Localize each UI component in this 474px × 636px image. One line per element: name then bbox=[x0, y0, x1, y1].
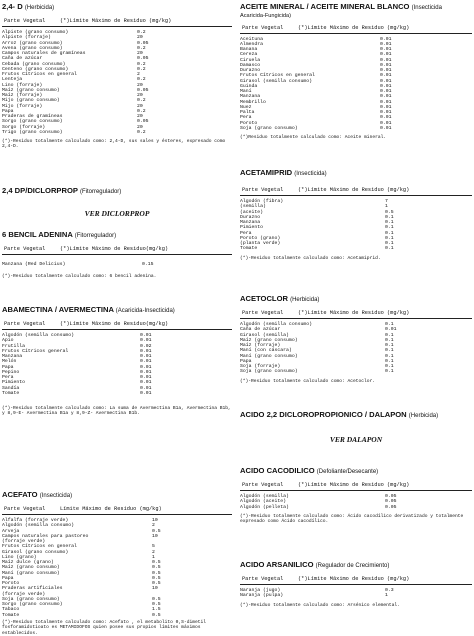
see-reference: VER DALAPON bbox=[329, 435, 383, 444]
table-header: Parte Vegetal (*)Límite Máximo de Residuo (mg/kg) bbox=[242, 576, 410, 582]
crop-name: Pera bbox=[240, 115, 252, 121]
residue-limit-value: 0.01 bbox=[140, 338, 152, 344]
section-title: ACIDO 2,2 DICLOROPROPIONICO / DALAPON (Herbicida) bbox=[240, 410, 439, 419]
footnote: (*)-Residuo totalmente calculado como: La suma de Avermectina B1a, Avermectina B1b, y 8,9-E- Avermectina B1a y 8,9-Z- Avermectina B1b. bbox=[2, 406, 231, 417]
crop-name: Sorgo (grano consumo) bbox=[2, 119, 63, 125]
residue-limit-value: 0.02 bbox=[140, 343, 152, 349]
residue-limit-value: 0.1 bbox=[385, 364, 394, 369]
residue-limit-value: 0.1 bbox=[385, 246, 394, 252]
table-rule bbox=[2, 514, 232, 515]
crop-name: Cereza bbox=[240, 52, 258, 58]
crop-name: Maní (grano consumo) bbox=[2, 570, 60, 576]
crop-name: Caña de azúcar bbox=[2, 56, 43, 62]
crop-name: Sorgo (grano consumo) bbox=[2, 602, 63, 607]
residue-limit-value: 0.01 bbox=[140, 380, 152, 386]
table-rule bbox=[2, 26, 232, 27]
section-abamectina bbox=[2, 305, 232, 417]
crop-name: Naranja (jugo) bbox=[240, 588, 281, 593]
residue-limit-value: 0.01 bbox=[380, 62, 392, 68]
table-row bbox=[240, 246, 472, 251]
residue-limit-value: 0.5 bbox=[152, 602, 161, 607]
crop-name: Praderas de gramíneas bbox=[2, 114, 63, 119]
table-body bbox=[240, 199, 472, 252]
crop-name: Sandía bbox=[2, 385, 20, 391]
residue-limit-value: 0.01 bbox=[380, 94, 392, 100]
crop-name: Banana bbox=[240, 47, 258, 53]
crop-name: Maíz (grano consumo) bbox=[240, 337, 298, 343]
crop-name: Algodón (semilla consumo) bbox=[2, 523, 74, 529]
section-title: ABAMECTINA / AVERMECTINA (Acaricida-Insecticida) bbox=[2, 305, 175, 314]
residue-limit-value: 0.5 bbox=[152, 570, 161, 576]
residue-limit-value: 0.01 bbox=[380, 120, 392, 126]
residue-limit-value: 0.01 bbox=[140, 385, 152, 391]
crop-name: (aceite) bbox=[240, 209, 264, 215]
residue-limit-value: 0.01 bbox=[140, 333, 152, 338]
residue-limit-value: 0.05 bbox=[137, 40, 149, 46]
section-title: 2,4- D (Herbicida) bbox=[2, 2, 55, 11]
residue-limit-value: 0.05 bbox=[385, 499, 397, 505]
crop-name: Manzana bbox=[240, 220, 261, 225]
residue-limit-value: 0.01 bbox=[140, 364, 152, 370]
crop-name: Algodón (pelleta) bbox=[240, 504, 289, 510]
crop-name: Arveja bbox=[2, 528, 20, 534]
crop-name: Avena (grano consumo) bbox=[2, 45, 63, 51]
footnote: (*)-Residuo totalmente calculado como: Acetoclor. bbox=[240, 378, 376, 384]
residue-limit-value: 0.05 bbox=[385, 494, 397, 499]
crop-name: Algodón (aceite) bbox=[240, 499, 287, 505]
crop-name: Algodón (semilla) bbox=[240, 494, 289, 499]
crop-name: Mijo (forraje) bbox=[2, 103, 43, 109]
table-body bbox=[2, 262, 232, 267]
table-header: Parte Vegetal (*)Límite Máximo de Residuo (mg/kg) bbox=[242, 24, 410, 31]
residue-limit-value: 20 bbox=[137, 82, 143, 88]
crop-name: Papa bbox=[2, 575, 14, 581]
table-header: Parte Vegetal (*)Límite Máximo de Residuo (mg/kg) bbox=[242, 187, 410, 193]
crop-name: Arroz (grano consumo) bbox=[2, 40, 63, 46]
residue-limit-value: 0.01 bbox=[380, 110, 392, 116]
crop-name: Maní (grano consumo) bbox=[240, 353, 298, 359]
crop-name: Manzana bbox=[240, 94, 261, 100]
crop-name: Sorgo (forraje) bbox=[2, 124, 46, 130]
crop-name: Centeno (grano consumo) bbox=[2, 66, 69, 72]
crop-name: Algodón (semilla consumo) bbox=[2, 333, 74, 338]
crop-name: Alfalfa (forraje verde) bbox=[2, 518, 69, 523]
section-title: ACIDO ARSANILICO (Regulador de Crecimiento) bbox=[240, 560, 390, 569]
crop-name: Maíz (grano consumo) bbox=[2, 87, 60, 93]
crop-name: Manzana bbox=[2, 354, 23, 359]
residue-limit-value: 20 bbox=[137, 51, 143, 56]
crop-name: Damasco bbox=[240, 62, 261, 68]
crop-name: Maíz (grano consumo) bbox=[2, 565, 60, 571]
crop-name: Praderas artificiales bbox=[2, 586, 63, 592]
section-2-4-dp bbox=[2, 186, 232, 218]
crop-name: Papa bbox=[240, 358, 252, 364]
section-2-4-d bbox=[2, 2, 232, 150]
residue-limit-value: 0.01 bbox=[380, 41, 392, 47]
footnote: (*)Residuo totalmente calculado como: Aceite mineral. bbox=[240, 135, 387, 141]
crop-name: Campos naturales de gramíneas bbox=[2, 51, 86, 56]
crop-name: Maíz dulce (grano) bbox=[2, 560, 54, 565]
residue-limit-value: 0.5 bbox=[152, 575, 161, 581]
crop-name: Alpiste (forraje) bbox=[2, 35, 51, 41]
residue-limit-value: 0.1 bbox=[385, 230, 394, 236]
section-acido-cacodilico bbox=[240, 466, 472, 525]
residue-limit-value: 0.5 bbox=[385, 209, 394, 215]
residue-limit-value: 10 bbox=[152, 586, 158, 592]
residue-limit-value: 0.01 bbox=[380, 89, 392, 95]
table-rule bbox=[240, 490, 472, 491]
crop-name: Alpiste (grano consumo) bbox=[2, 30, 69, 35]
residue-limit-value: 20 bbox=[137, 35, 143, 41]
crop-name: Pera bbox=[2, 375, 14, 380]
footnote: (*)-Residuo totalmente calculado como: Acefato , el metabolito 0,S-dimetil fosforamidotioato es METAMIDOFOS quien posee sus propios límites máximos establecidos. bbox=[2, 619, 206, 636]
table-body bbox=[2, 30, 232, 135]
crop-name: Soja (grano consumo) bbox=[2, 596, 60, 602]
crop-name: Lenteja bbox=[2, 77, 23, 83]
residue-limit-value: 0.01 bbox=[380, 36, 392, 42]
crop-name: Pepino bbox=[2, 369, 20, 375]
crop-name: Cebada (grano consumo) bbox=[2, 61, 66, 67]
residue-limit-value: 0.01 bbox=[380, 99, 392, 105]
table-rule bbox=[240, 584, 472, 585]
see-reference: VER DICLORPROP bbox=[84, 209, 150, 218]
crop-name: Caña de azúcar bbox=[240, 327, 281, 333]
crop-name: Soja (forraje) bbox=[240, 364, 281, 369]
residue-limit-value: 0.05 bbox=[137, 119, 149, 125]
crop-name: Nuez bbox=[240, 104, 252, 110]
residue-limit-value: 0.1 bbox=[385, 358, 394, 364]
residue-limit-value: 0.1 bbox=[385, 332, 394, 338]
table-row bbox=[2, 262, 232, 267]
residue-limit-value: 0.1 bbox=[385, 369, 394, 375]
crop-name: Melón bbox=[2, 359, 17, 365]
table-row bbox=[240, 126, 472, 131]
residue-limit-value: 0.1 bbox=[385, 214, 394, 220]
section-title: ACETOCLOR (Herbicida) bbox=[240, 294, 320, 303]
residue-limit-value: 1 bbox=[385, 204, 388, 210]
residue-limit-value: 0.1 bbox=[385, 343, 394, 348]
residue-limit-value: 0.01 bbox=[380, 52, 392, 58]
section-acetamiprid bbox=[240, 168, 472, 261]
table-rule bbox=[240, 318, 472, 319]
table-header: Parte Vegetal (*)Límite Máximo de Residuo(mg/kg) bbox=[4, 321, 169, 327]
residue-limit-value: 0.1 bbox=[385, 225, 394, 231]
residue-limit-value: 0.2 bbox=[137, 98, 146, 104]
residue-limit-value: 0.5 bbox=[152, 528, 161, 534]
crop-name: Durazno bbox=[240, 68, 261, 74]
section-dalapon bbox=[240, 410, 472, 444]
residue-limit-value: 5 bbox=[152, 544, 155, 550]
crop-name: Campos naturales para pastoreo bbox=[2, 533, 89, 539]
residue-limit-value: 20 bbox=[137, 93, 143, 98]
section-6-bencil-adenina bbox=[2, 230, 232, 280]
table-header: Parte Vegetal (*)Límite Máximo de Residuo (mg/kg) bbox=[242, 310, 410, 316]
crop-name: (planta verde) bbox=[240, 241, 281, 246]
section-title: ACEITE MINERAL / ACEITE MINERAL BLANCO (Insecticida bbox=[240, 2, 442, 11]
table-body bbox=[240, 588, 472, 599]
crop-name: Algodón (fibra) bbox=[240, 199, 284, 204]
footnote: (*)-Residuo totalmente calculado como: Acetamiprid. bbox=[240, 255, 381, 261]
table-body bbox=[240, 322, 472, 375]
residue-limit-value: 20 bbox=[137, 103, 143, 109]
residue-limit-value: 0.01 bbox=[380, 47, 392, 53]
crop-name: Naranja (pulpa) bbox=[240, 593, 284, 599]
footnote: (*)-Residuo totalmente calculado como: Arsénico elemental. bbox=[240, 602, 400, 608]
residue-limit-value: 1 bbox=[385, 593, 388, 599]
residue-limit-value: 0.1 bbox=[385, 241, 394, 246]
crop-name: Palta bbox=[240, 110, 255, 116]
crop-name: Tabaco bbox=[2, 607, 20, 613]
crop-name: Girasol (semilla) bbox=[240, 332, 289, 338]
residue-limit-value: 0.5 bbox=[152, 560, 161, 565]
crop-name: Frutos Cítricos en general bbox=[2, 544, 77, 550]
footnote: (*)-Residuo totalmente calculado como: Ácido cacodílico derivatizado y totalmente expresado como Ácido cacodílico. bbox=[240, 513, 464, 525]
residue-limit-value: 0.5 bbox=[152, 565, 161, 571]
residue-limit-value: 0.01 bbox=[380, 68, 392, 74]
residue-limit-value: 2 bbox=[152, 523, 155, 529]
crop-name: Guinda bbox=[240, 83, 258, 89]
residue-limit-value: 0.01 bbox=[380, 115, 392, 121]
crop-name: Almendra bbox=[240, 41, 264, 47]
residue-limit-value: 0.01 bbox=[140, 354, 152, 359]
section-acetoclor bbox=[240, 294, 472, 384]
residue-limit-value: 0.01 bbox=[380, 78, 392, 84]
residue-limit-value: 0.1 bbox=[385, 353, 394, 359]
residue-limit-value: 0.01 bbox=[380, 125, 392, 131]
footnote: (*)-Residuo totalmente calculado como: 6 bencil adenina. bbox=[2, 274, 157, 280]
section-aceite-mineral bbox=[240, 2, 472, 141]
residue-limit-value: 0.1 bbox=[385, 322, 394, 327]
crop-name: Soja (grano consumo) bbox=[240, 369, 298, 375]
table-rule bbox=[2, 254, 232, 255]
residue-limit-value: 0.01 bbox=[140, 390, 152, 396]
residue-limit-value: 0.5 bbox=[152, 596, 161, 602]
table-row bbox=[2, 130, 232, 135]
residue-limit-value: 0.01 bbox=[380, 104, 392, 110]
table-row bbox=[240, 369, 472, 374]
residue-limit-value: 0.01 bbox=[140, 348, 152, 354]
residue-limit-value: 0.1 bbox=[385, 235, 394, 241]
residue-limit-value: 1.5 bbox=[152, 607, 161, 613]
table-row bbox=[2, 391, 232, 396]
residue-limit-value: 0.1 bbox=[385, 220, 394, 225]
residue-limit-value: 2 bbox=[152, 549, 155, 555]
crop-name: Lino (grano) bbox=[2, 554, 37, 560]
residue-limit-value: 0.01 bbox=[140, 369, 152, 375]
crop-name: Papa bbox=[2, 108, 14, 114]
crop-name: Trigo (grano consumo) bbox=[2, 129, 63, 135]
residue-limit-value: 0.05 bbox=[385, 504, 397, 510]
table-rule bbox=[240, 33, 472, 34]
crop-name: Tomate bbox=[240, 246, 258, 252]
crop-name: Soja (grano consumo) bbox=[240, 125, 298, 131]
crop-name: (forraje verde) bbox=[2, 539, 46, 544]
crop-name: Girasol (semilla consumo) bbox=[240, 78, 312, 84]
table-header: Parte Vegetal (*)Límite Máximo de Residuo (mg/kg) bbox=[4, 18, 172, 24]
crop-name: Ciruela bbox=[240, 57, 261, 63]
residue-limit-value: 0.2 bbox=[137, 77, 146, 83]
table-header: Parte Vegetal (*)Límite Máximo de Residuo(mg/kg) bbox=[4, 246, 169, 252]
crop-name: Maíz (forraje) bbox=[240, 343, 281, 348]
crop-name: Poroto (grano) bbox=[240, 235, 281, 241]
residue-limit-value: 0.5 bbox=[152, 581, 161, 586]
residue-limit-value: 10 bbox=[152, 533, 158, 539]
table-body bbox=[240, 494, 472, 510]
crop-name: Frutilla bbox=[2, 343, 26, 349]
residue-limit-value: 2 bbox=[137, 72, 140, 77]
section-title: 2,4 DP/DICLORPROP (Fitorregulador) bbox=[2, 186, 122, 195]
residue-limit-value: 7 bbox=[385, 199, 388, 204]
table-row bbox=[240, 505, 472, 510]
crop-name: Apio bbox=[2, 338, 14, 344]
residue-limit-value: 0.1 bbox=[385, 337, 394, 343]
residue-limit-value: 0.2 bbox=[137, 66, 146, 72]
residue-limit-value: 0.2 bbox=[137, 108, 146, 114]
table-header: Parte Vegetal (*)Límite Máximo de Residuo (mg/kg) bbox=[242, 482, 410, 488]
crop-name: Maní (con cáscara) bbox=[240, 348, 292, 354]
crop-name: Tomate bbox=[2, 612, 20, 618]
crop-name: Frutos Cítricos en general bbox=[240, 73, 315, 79]
residue-limit-value: 0.01 bbox=[380, 73, 392, 79]
residue-limit-value: 10 bbox=[152, 518, 158, 523]
residue-limit-value: 0.2 bbox=[137, 45, 146, 51]
section-acido-arsanilico bbox=[240, 560, 472, 608]
section-title: 6 BENCIL ADENINA (Fitorregulador) bbox=[2, 230, 117, 239]
crop-name: Pimiento bbox=[240, 225, 264, 231]
residue-limit-value: 0.01 bbox=[140, 359, 152, 365]
crop-name: Aceituna bbox=[240, 36, 264, 42]
table-body bbox=[2, 518, 232, 618]
crop-name: Mijo (grano consumo) bbox=[2, 98, 60, 104]
crop-name: Lino (forraje) bbox=[2, 82, 43, 88]
residue-limit-value: 0.01 bbox=[385, 327, 397, 333]
residue-limit-value: 0.5 bbox=[152, 612, 161, 618]
residue-limit-value: 0.3 bbox=[385, 588, 394, 593]
crop-name: Algodón (semilla consumo) bbox=[240, 322, 312, 327]
section-title: ACIDO CACODILICO (Defoliante/Desecante) bbox=[240, 466, 379, 475]
crop-name: Poroto bbox=[2, 581, 20, 586]
crop-name: Membrillo bbox=[240, 99, 266, 105]
crop-name: Maíz (forraje) bbox=[2, 93, 43, 98]
crop-name: Manzana (Red Delicius) bbox=[2, 262, 66, 267]
table-body bbox=[2, 333, 232, 396]
residue-limit-value: 0.05 bbox=[137, 56, 149, 62]
residue-limit-value: 0.01 bbox=[380, 57, 392, 63]
crop-name: Durazno bbox=[240, 214, 261, 220]
residue-limit-value: 0.01 bbox=[380, 83, 392, 89]
crop-name: (semilla) bbox=[240, 204, 266, 210]
table-row bbox=[2, 613, 232, 618]
crop-name: Pera bbox=[240, 230, 252, 236]
section-subtitle: Acaricida-Fungicida) bbox=[240, 13, 291, 19]
section-acefato bbox=[2, 490, 232, 636]
crop-name: (forraje verde) bbox=[2, 591, 46, 597]
section-title: ACETAMIPRID (Insecticida) bbox=[240, 168, 327, 177]
table-row bbox=[240, 593, 472, 598]
crop-name: Girasol (grano consumo) bbox=[2, 549, 69, 555]
residue-limit-value: 0.2 bbox=[137, 30, 146, 35]
crop-name: Papa bbox=[2, 364, 14, 370]
residue-limit-value: 0.1 bbox=[385, 348, 394, 354]
table-rule bbox=[2, 329, 232, 330]
crop-name: Frutos Cítricos general bbox=[2, 348, 69, 354]
residue-limit-value: 0.05 bbox=[137, 87, 149, 93]
table-body bbox=[240, 37, 472, 132]
crop-name: Pimiento bbox=[2, 380, 26, 386]
residue-limit-value: 0.15 bbox=[142, 262, 154, 267]
crop-name: Maní bbox=[240, 89, 252, 95]
crop-name: Tomate bbox=[2, 390, 20, 396]
footnote: (*)-Residuo totalmente calculado como: 2,4-D, sus sales y ésteres, expresado como 2,4-D. bbox=[2, 139, 226, 150]
residue-limit-value: 1 bbox=[152, 554, 155, 560]
section-title: ACEFATO (Insecticida) bbox=[2, 490, 73, 499]
residue-limit-value: 0.2 bbox=[137, 61, 146, 67]
residue-limit-value: 0.01 bbox=[140, 375, 152, 380]
residue-limit-value: 20 bbox=[137, 114, 143, 119]
table-header: Parte Vegetal Límite Máximo de Residuo (mg/kg) bbox=[4, 506, 162, 512]
crop-name: Frutos Cítricos en general bbox=[2, 72, 77, 77]
residue-limit-value: 20 bbox=[137, 124, 143, 130]
table-rule bbox=[240, 195, 472, 196]
crop-name: Poroto bbox=[240, 120, 258, 126]
residue-limit-value: 0.2 bbox=[137, 129, 146, 135]
